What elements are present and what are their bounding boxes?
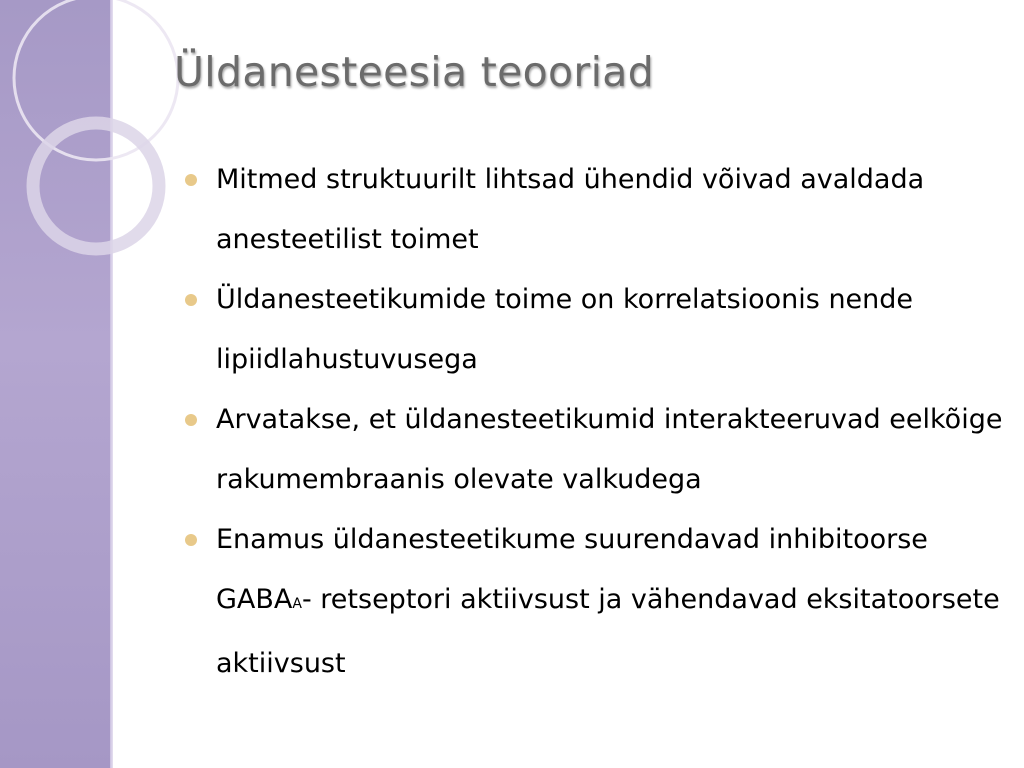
bullet-icon: [185, 294, 197, 306]
bullet-icon: [185, 174, 197, 186]
bullet-text-after: - retseptori aktiivsust ja vähendavad eksitatoorsete aktiivsust: [216, 584, 1000, 679]
bullet-icon: [185, 414, 197, 426]
bullet-item: [185, 150, 1005, 270]
gaba-subscript: A: [292, 596, 302, 612]
bullet-text: Üldanesteetikumide toime on korrelatsioonis nende lipiidlahustuvusega: [216, 284, 914, 375]
ring-lower: [33, 123, 159, 249]
bullet-item: [185, 390, 1005, 510]
bullet-list: [185, 150, 1005, 694]
bullet-item: [185, 270, 1005, 390]
slide-title: Üldanesteesia teooriad: [174, 48, 655, 96]
bullet-text: Arvatakse, et üldanesteetikumid interakteeruvad eelkõige rakumembraanis olevate valkudega: [216, 404, 1003, 495]
ring-upper: [14, 0, 178, 160]
bullet-text-before: Enamus üldanesteetikume suurendavad inhibitoorse GABA: [216, 524, 928, 615]
bullet-text: Mitmed struktuurilt lihtsad ühendid võivad avaldada anesteetilist toimet: [216, 164, 925, 255]
bullet-icon: [185, 534, 197, 546]
bullet-item: [185, 510, 1005, 694]
decorative-rings: [0, 0, 140, 300]
